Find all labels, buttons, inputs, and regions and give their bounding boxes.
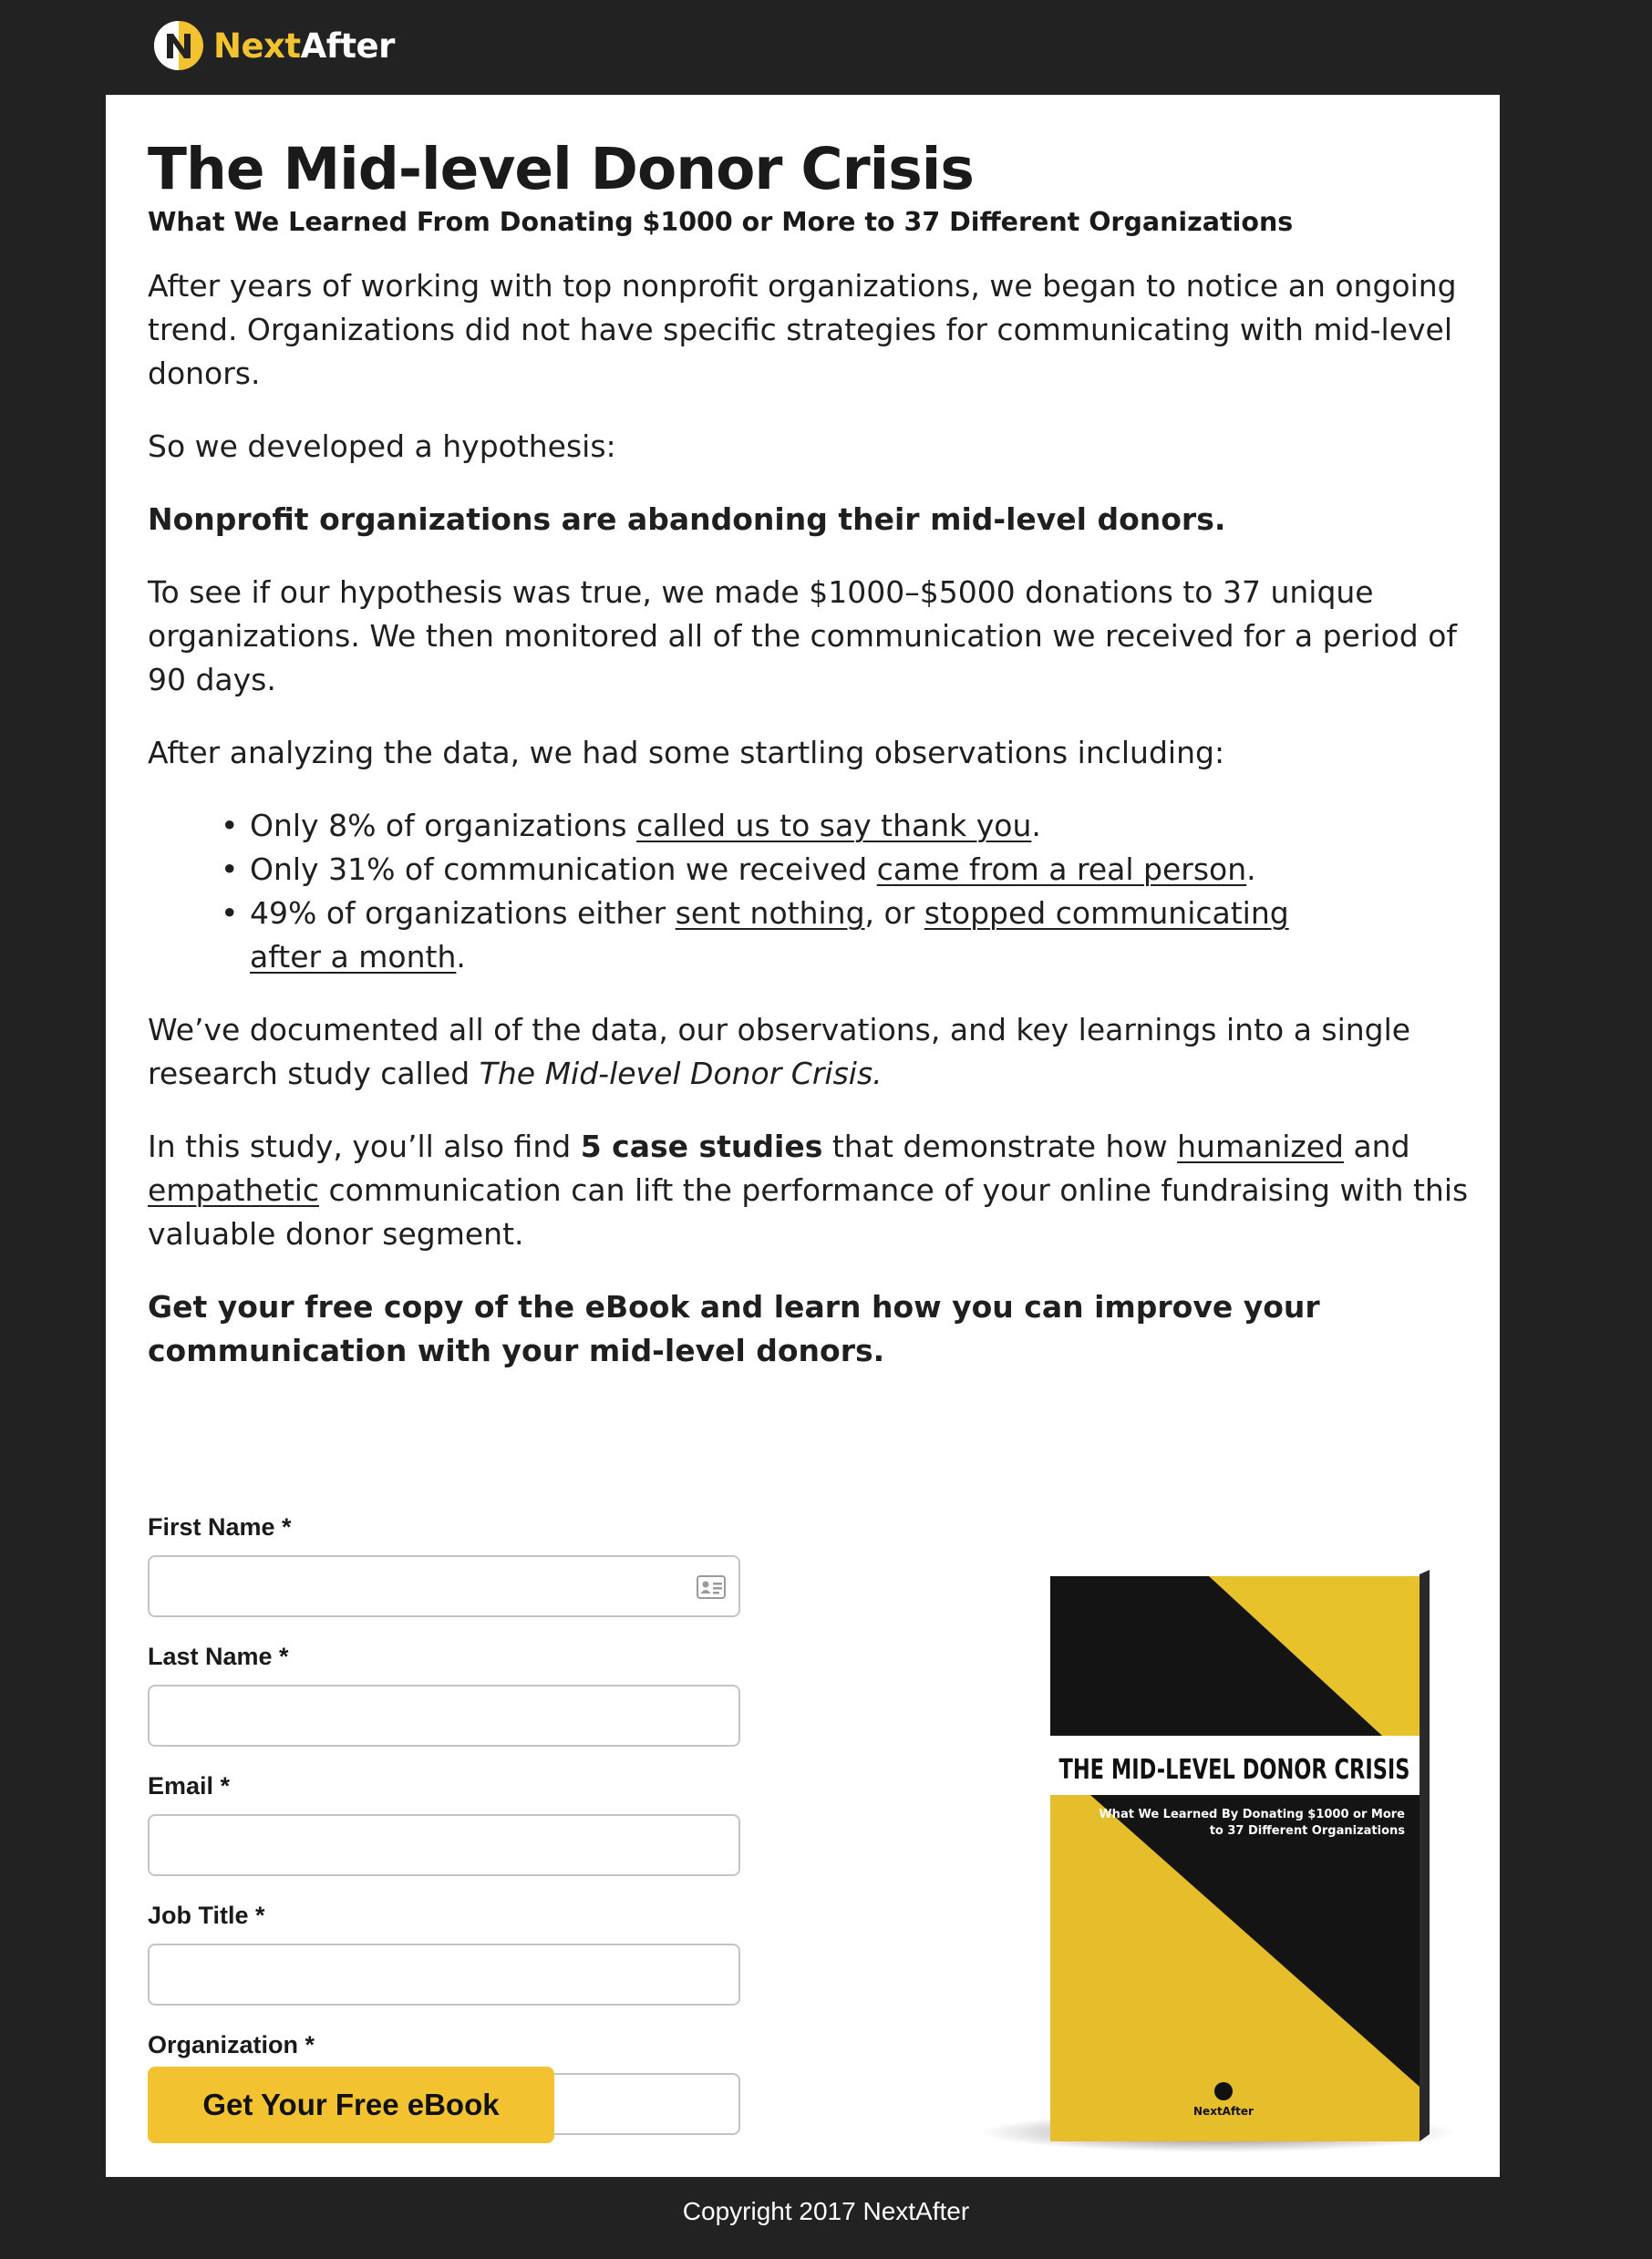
- hypothesis-statement: Nonprofit organizations are abandoning their mid-level donors.: [148, 501, 1226, 537]
- method-paragraph: To see if our hypothesis was true, we made $1000–$5000 donations to 37 unique organizations. We then monitored all of the communication we received for a period of 90 days.: [148, 574, 1458, 697]
- study-paragraph: We’ve documented all of the data, our observations, and key learnings into a single research study called The Mid-level Donor Crisis.: [148, 1012, 1411, 1091]
- first-name-label: First Name *: [148, 1513, 292, 1541]
- ebook-cover-image: [954, 1540, 1473, 2160]
- contact-card-icon[interactable]: [697, 1575, 726, 1599]
- email-label: Email *: [148, 1772, 231, 1800]
- last-name-label: Last Name *: [148, 1643, 289, 1670]
- list-item: • Only 31% of communication we received came from a real person.: [221, 848, 1415, 892]
- top-bar: [0, 0, 1652, 95]
- thank-you-link[interactable]: called us to say thank you: [636, 808, 1032, 843]
- organization-label: Organization *: [148, 2031, 315, 2058]
- real-person-link[interactable]: came from a real person: [876, 851, 1247, 887]
- cover-logo-icon: [1214, 2082, 1233, 2100]
- intro-paragraph: After years of working with top nonprofit organizations, we began to notice an ongoing trend. Organizations did not have specific strategies for communicating with mid-level donors.: [148, 268, 1457, 391]
- first-name-field[interactable]: [148, 1555, 740, 1617]
- observations-intro: After analyzing the data, we had some startling observations including:: [148, 735, 1225, 770]
- nextafter-logo-icon: [151, 18, 206, 73]
- list-item: • 49% of organizations either sent nothing, or stopped communicating after a month.: [221, 892, 1333, 979]
- job-title-group: [148, 1900, 742, 2006]
- cover-subtitle-line1: What We Learned By Donating $1000 or More: [1099, 1808, 1405, 1821]
- nextafter-wordmark: NextAfter: [213, 26, 395, 66]
- email-group: [148, 1770, 742, 1876]
- footer-copyright: Copyright 2017 NextAfter: [682, 2197, 970, 2225]
- first-name-group: [148, 1511, 742, 1617]
- job-title-field[interactable]: [148, 1944, 740, 2006]
- last-name-group: [148, 1641, 742, 1747]
- cover-title: THE MID-LEVEL DONOR CRISIS: [1058, 1754, 1410, 1786]
- nextafter-logo[interactable]: [151, 16, 395, 75]
- humanized-link[interactable]: humanized: [1177, 1129, 1344, 1164]
- empathetic-link[interactable]: empathetic: [148, 1172, 320, 1208]
- job-title-label: Job Title *: [148, 1902, 265, 1929]
- get-free-ebook-button[interactable]: Get Your Free eBook: [148, 2067, 554, 2143]
- cover-brand: NextAfter: [1193, 2105, 1254, 2118]
- last-name-field[interactable]: [148, 1685, 740, 1747]
- ebook-3d-render: [954, 1540, 1473, 2160]
- cta-text: Get your free copy of the eBook and learn how you can improve your communication with your mid-level donors.: [148, 1289, 1320, 1368]
- article-content: [148, 135, 1470, 1373]
- page-title: The Mid-level Donor Crisis: [148, 136, 974, 202]
- main-card: [106, 95, 1500, 2177]
- hypothesis-intro: So we developed a hypothesis:: [148, 428, 616, 464]
- list-item: • Only 8% of organizations called us to say thank you.: [221, 804, 1415, 848]
- sent-nothing-link[interactable]: sent nothing: [675, 895, 865, 931]
- email-field[interactable]: [148, 1814, 740, 1876]
- case-studies-paragraph: In this study, you’ll also find 5 case studies that demonstrate how humanized and empathetic communication can lift the performance of your online fundraising with this valuable donor segment.: [148, 1129, 1469, 1252]
- stopped-communicating-link[interactable]: stopped communicating after a month: [250, 895, 1289, 975]
- study-title: The Mid-level Donor Crisis.: [479, 1056, 883, 1091]
- observations-list: [148, 804, 1415, 979]
- cover-subtitle-line2: to 37 Different Organizations: [1209, 1824, 1405, 1838]
- page-subtitle: What We Learned From Donating $1000 or More to 37 Different Organizations: [148, 207, 1294, 237]
